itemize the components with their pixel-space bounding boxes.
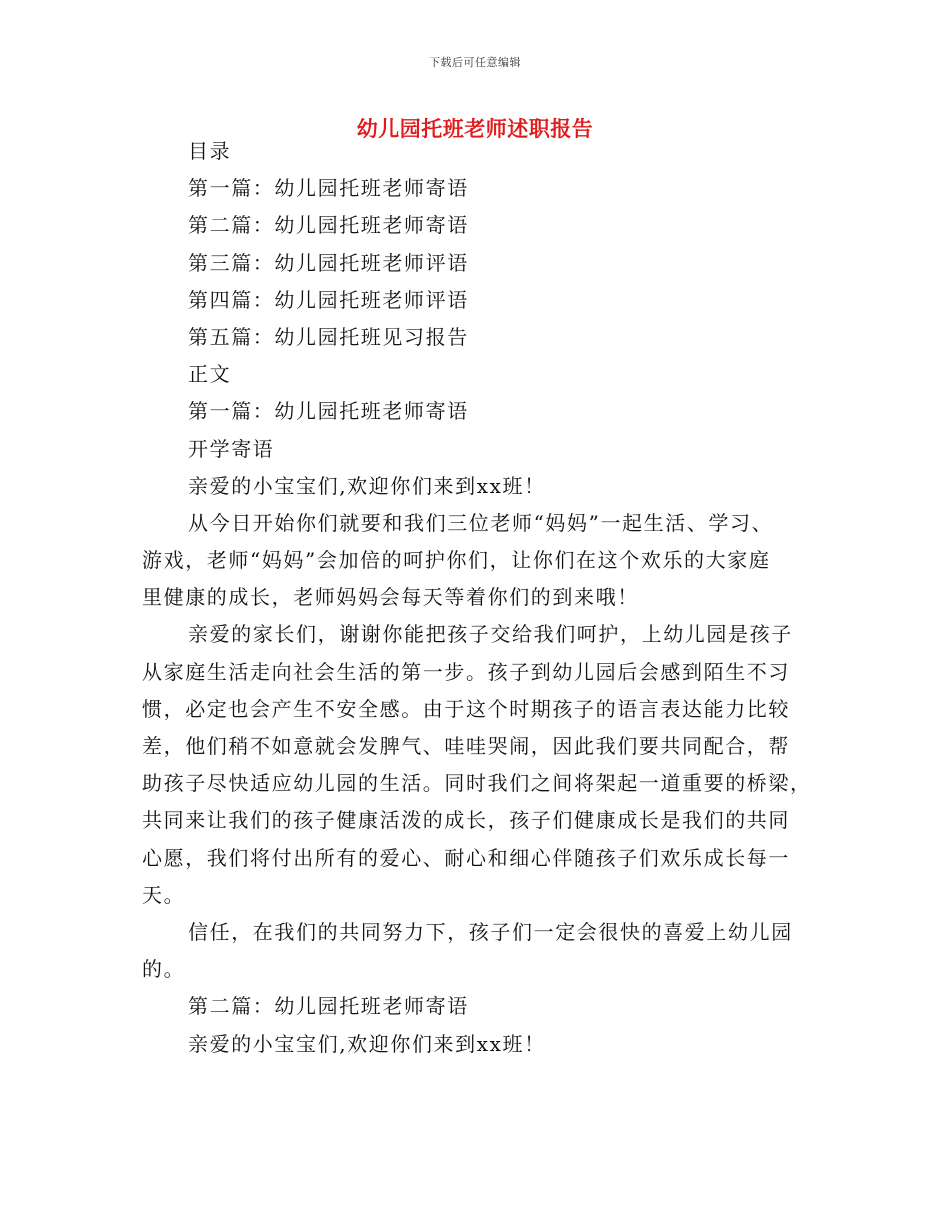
toc-item: 第二篇：幼儿园托班老师寄语 <box>188 213 469 238</box>
body-heading: 正文 <box>188 362 232 387</box>
greeting-line: 亲爱的小宝宝们,欢迎你们来到xx班！ <box>188 1031 546 1056</box>
paragraph-line: 天。 <box>142 882 186 907</box>
paragraph-line: 共同来让我们的孩子健康活泼的成长，孩子们健康成长是我们的共同 <box>142 808 790 833</box>
toc-item: 第四篇：幼儿园托班老师评语 <box>188 287 469 312</box>
paragraph-line: 差，他们稍不如意就会发脾气、哇哇哭闹，因此我们要共同配合，帮 <box>142 734 790 758</box>
paragraph <box>142 616 812 914</box>
paragraph-line: 助孩子尽快适应幼儿园的生活。同时我们之间将架起一道重要的桥梁， <box>142 771 812 796</box>
paragraph-line: 惯，必定也会产生不安全感。由于这个时期孩子的语言表达能力比较 <box>142 696 790 721</box>
paragraph-line: 从家庭生活走向社会生活的第一步。孩子到幼儿园后会感到陌生不习 <box>142 659 790 684</box>
toc-item: 第三篇：幼儿园托班老师评语 <box>188 250 469 275</box>
section-subheading: 开学寄语 <box>188 436 275 461</box>
paragraph <box>142 505 807 617</box>
paragraph-line: 信任，在我们的共同努力下，孩子们一定会很快的喜爱上幼儿园 <box>188 919 793 944</box>
document-body <box>142 133 812 1063</box>
toc-item: 第一篇：幼儿园托班老师寄语 <box>188 176 469 201</box>
greeting-line: 亲爱的小宝宝们,欢迎你们来到xx班！ <box>188 473 546 498</box>
section-heading: 第一篇：幼儿园托班老师寄语 <box>188 399 469 424</box>
paragraph-line: 从今日开始你们就要和我们三位老师“妈妈”一起生活、学习、 <box>188 510 774 535</box>
toc-item: 第五篇：幼儿园托班见习报告 <box>188 324 469 349</box>
paragraph-line: 的。 <box>142 957 186 982</box>
header-note: 下载后可任意编辑 <box>429 56 521 69</box>
document-title: 幼儿园托班老师述职报告 <box>356 116 594 141</box>
paragraph-line: 亲爱的家长们，谢谢你能把孩子交给我们呵护，上幼儿园是孩子 <box>188 622 793 647</box>
paragraph-line: 心愿，我们将付出所有的爱心、耐心和细心伴随孩子们欢乐成长每一 <box>142 845 790 870</box>
paragraph-line: 里健康的成长，老师妈妈会每天等着你们的到来哦！ <box>142 585 639 610</box>
paragraph <box>142 914 807 988</box>
paragraph-line: 游戏，老师“妈妈”会加倍的呵护你们，让你们在这个欢乐的大家庭 <box>142 548 771 573</box>
section-heading: 第二篇：幼儿园托班老师寄语 <box>188 994 469 1019</box>
toc-heading: 目录 <box>188 139 232 163</box>
